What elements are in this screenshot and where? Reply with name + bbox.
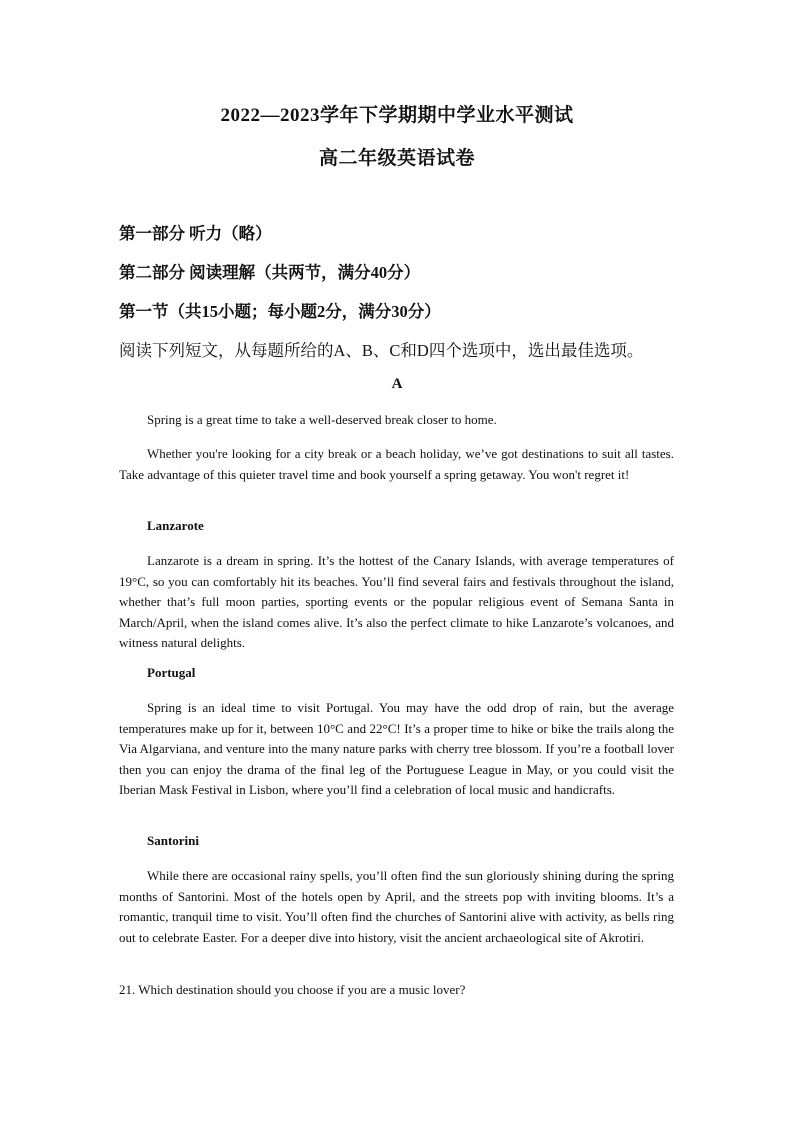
destination-paragraph-lanzarote: Lanzarote is a dream in spring. It’s the hottest of the Canary Islands, with average temperatures of 19°C, so you can comfortably hit its beaches. You’ll find several fairs and festivals throughout the island, whether that’s full moon parties, sporting events or the popular religious event of Semana Santa in March/April, when the island comes alive. It’s also the perfect climate to hike Lanzarote’s volcanoes, and witness natural delights. bbox=[119, 553, 674, 650]
passage-intro-paragraph: Spring is a great time to take a well-deserved break closer to home. bbox=[147, 412, 497, 427]
question-21: 21. Which destination should you choose if you are a music lover? bbox=[119, 982, 466, 997]
exam-subtitle: 高二年级英语试卷 bbox=[318, 148, 475, 169]
exam-title: 2022—2023学年下学期期中学业水平测试 bbox=[220, 105, 574, 126]
destination-paragraph-santorini: While there are occasional rainy spells, you’ll often find the sun gloriously shining during the spring months of Santorini. Most of the hotels open by April, and the streets pop with inviting blooms. It’s a romantic, tranquil time to visit. You’ll often find the churches of Santorini alive with activity, as bells ring out to celebrate Easter. For a deeper dive into history, visit the ancient archaeological site of Akrotiri. bbox=[119, 868, 674, 945]
destination-heading-santorini: Santorini bbox=[147, 833, 200, 848]
reading-instruction: 阅读下列短文，从每题所给的A、B、C和D四个选项中，选出最佳选项。 bbox=[119, 341, 644, 360]
passage-label: A bbox=[391, 376, 403, 392]
section-one-heading: 第一节（共15小题；每小题2分，满分30分） bbox=[119, 302, 441, 321]
part-two-heading: 第二部分 阅读理解（共两节，满分40分） bbox=[119, 263, 421, 282]
destination-heading-portugal: Portugal bbox=[147, 665, 196, 680]
part-one-heading: 第一部分 听力（略） bbox=[119, 224, 272, 243]
passage-second-paragraph: Whether you're looking for a city break or a beach holiday, we’ve got destinations to suit all tastes. Take advantage of this quieter travel time and book yourself a spring getaway. You won't regret it! bbox=[119, 446, 674, 482]
destination-paragraph-portugal: Spring is an ideal time to visit Portugal. You may have the odd drop of rain, but the average temperatures make up for it, between 10°C and 22°C! It’s a proper time to hike or bike the trails along the Via Algarviana, and venture into the many nature parks with cherry tree blossom. If you’re a football lover then you can enjoy the drama of the final leg of the Portuguese League in May, or you could visit the Iberian Mask Festival in Lisbon, where you’ll find a celebration of local music and handicrafts. bbox=[119, 700, 674, 797]
destination-heading-lanzarote: Lanzarote bbox=[147, 518, 204, 533]
